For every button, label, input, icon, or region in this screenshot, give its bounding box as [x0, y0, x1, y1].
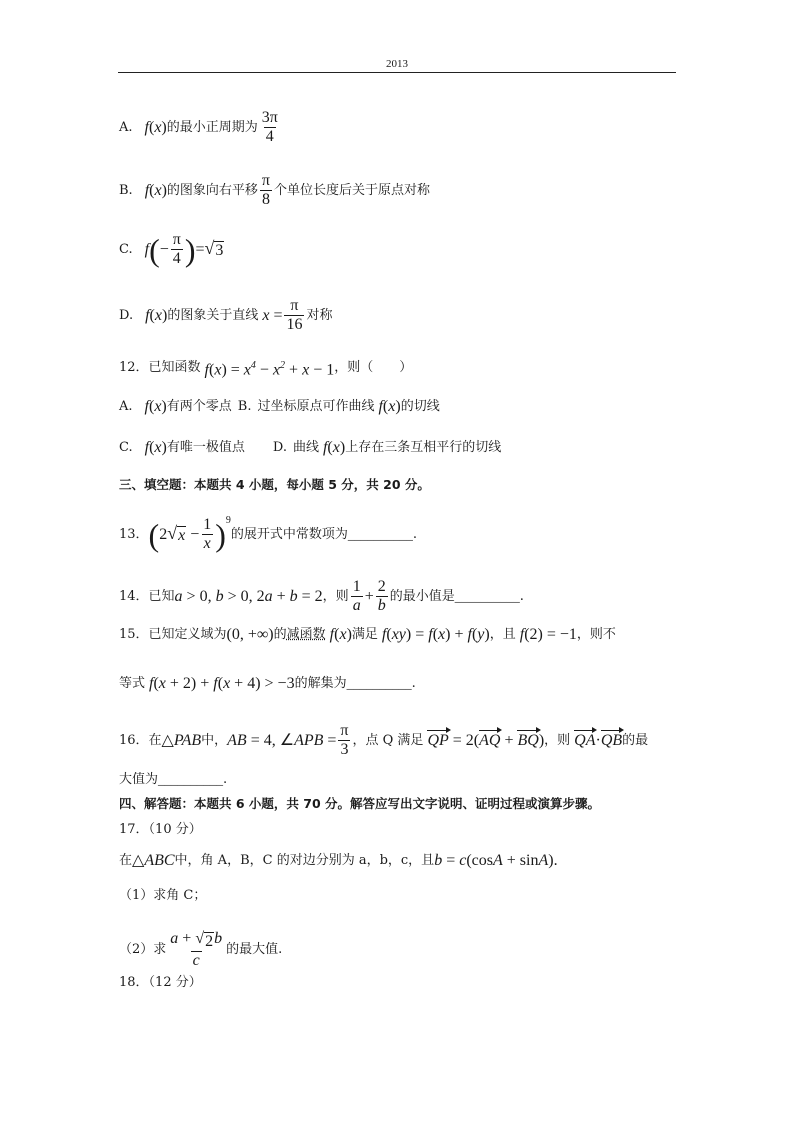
q11-option-d: D. f(x) 的图象关于直线 x = $\frac{\pi}{16}$ 对称 — [119, 297, 333, 333]
q18-head: 18．（12 分） — [119, 975, 202, 990]
option-text: 的图象关于直线 — [167, 307, 259, 323]
math-f-neg-pi-4: f — [144, 240, 150, 258]
q17-head: 17．（10 分） — [119, 822, 202, 837]
q11-option-a — [119, 109, 282, 146]
sqrt-three: √ 3 — [204, 238, 224, 259]
math-function-def: $f(x) = x^4 - x^2 + x - 1$ — [200, 360, 335, 379]
fraction-1-over-x: $\frac{1}{x}$ — [203, 516, 212, 552]
q16-line-2: 大值为 __________ . — [119, 772, 228, 787]
right-paren: ) — [184, 231, 196, 268]
option-text: 的图象向右平移 — [166, 182, 258, 198]
answer-blank[interactable]: __________ — [454, 588, 520, 604]
fraction-1-over-a: $\frac{1}{a}$ — [352, 578, 361, 614]
option-label: B. — [119, 182, 133, 198]
math-fx: f(x) — [144, 181, 167, 199]
emphasis-dotted: 减函数 — [286, 627, 326, 642]
fraction-2-over-b: $\frac{2}{b}$ — [377, 578, 386, 614]
q15-line-1: 15．已知定义域为 (0, +∞) 的 减函数 f(x) 满足 f(xy) = f(x) + f(y) ，且 f(2) = −1 ，则不 — [119, 626, 616, 643]
left-paren: ( — [149, 231, 160, 268]
option-text: 的最小正周期为 — [166, 119, 258, 135]
q17-part-2: （2）求 a + √ 2 b c 的最大值. — [119, 930, 283, 969]
fraction-period: $\frac{3\pi}{4}$ — [261, 109, 278, 145]
math-fx: f(x) — [144, 118, 167, 136]
q12-stem: 12．已知函数 $f(x) = x^4 - x^2 + x - 1$ ，则（ ） — [119, 357, 412, 379]
q16-line-1: 16．在 △PAB 中， AB = 4, ∠APB = $\frac{\pi}{3}$ ，点 Q 满足 QP = 2(AQ + BQ) ，则 QA·QB 的最 — [119, 722, 649, 758]
option-label: D. — [119, 307, 134, 323]
q14: 14．已知 a > 0, b > 0, 2a + b = 2 ，则 $\frac{1}{a}$ + $\frac{2}{b}$ 的最小值是 __________ . — [119, 578, 524, 614]
q13: 13． ( 2 √ x − $\frac{1}{x}$ ) $^9$ 的展开式中常数项为 __________ . — [119, 514, 418, 553]
q11-option-b — [119, 172, 430, 209]
q11-option-c: C. f ( − $\frac{\pi}{4}$ ) = √ 3 — [119, 231, 224, 268]
fraction-pi-4: $\frac{\pi}{4}$ — [172, 231, 181, 267]
answer-blank[interactable]: __________ — [346, 676, 412, 691]
option-text-tail: 个单位长度后关于原点对称 — [274, 182, 431, 198]
header-rule — [118, 72, 676, 73]
fraction-shift: $\frac{\pi}{8}$ — [261, 172, 270, 208]
answer-blank[interactable]: __________ — [347, 526, 413, 542]
q12-options-cd: C. f(x) 有唯一极值点 D. 曲线 f(x) 上存在三条互相平行的切线 — [119, 439, 502, 456]
answer-blank[interactable]: __________ — [158, 772, 224, 787]
fraction-expression: a + √ 2 b c — [170, 930, 223, 969]
math-fx: f(x) — [145, 306, 168, 324]
q12-options-ab: A. f(x) 有两个零点 B. 过坐标原点可作曲线 f(x) 的切线 — [119, 398, 440, 415]
math-constraints: a > 0, b > 0, 2a + b = 2 — [174, 587, 323, 605]
fraction-pi-16: $\frac{\pi}{16}$ — [286, 297, 303, 333]
page-header-year: 2013 — [386, 58, 408, 70]
option-label: A. — [119, 119, 133, 135]
q17-stem: 在 △ABC 中，角 A，B，C 的对边分别为 a，b，c，且 b = c(cosA + sinA). — [119, 852, 558, 869]
section-3-title: 三、填空题：本题共 4 小题，每小题 5 分，共 20 分。 — [119, 477, 430, 492]
section-4-title: 四、解答题：本题共 6 小题，共 70 分。解答应写出文字说明、证明过程或演算步骤。 — [119, 796, 601, 811]
sqrt-x: √ x — [167, 523, 186, 544]
q15-line-2: 等式 f(x + 2) + f(x + 4) > −3 的解集为 __________ . — [119, 675, 416, 692]
option-label: C. — [119, 241, 133, 257]
option-text-tail: 对称 — [306, 307, 333, 323]
fraction-pi-3: $\frac{\pi}{3}$ — [340, 722, 349, 758]
q17-part-1: （1）求角 C； — [119, 888, 207, 903]
